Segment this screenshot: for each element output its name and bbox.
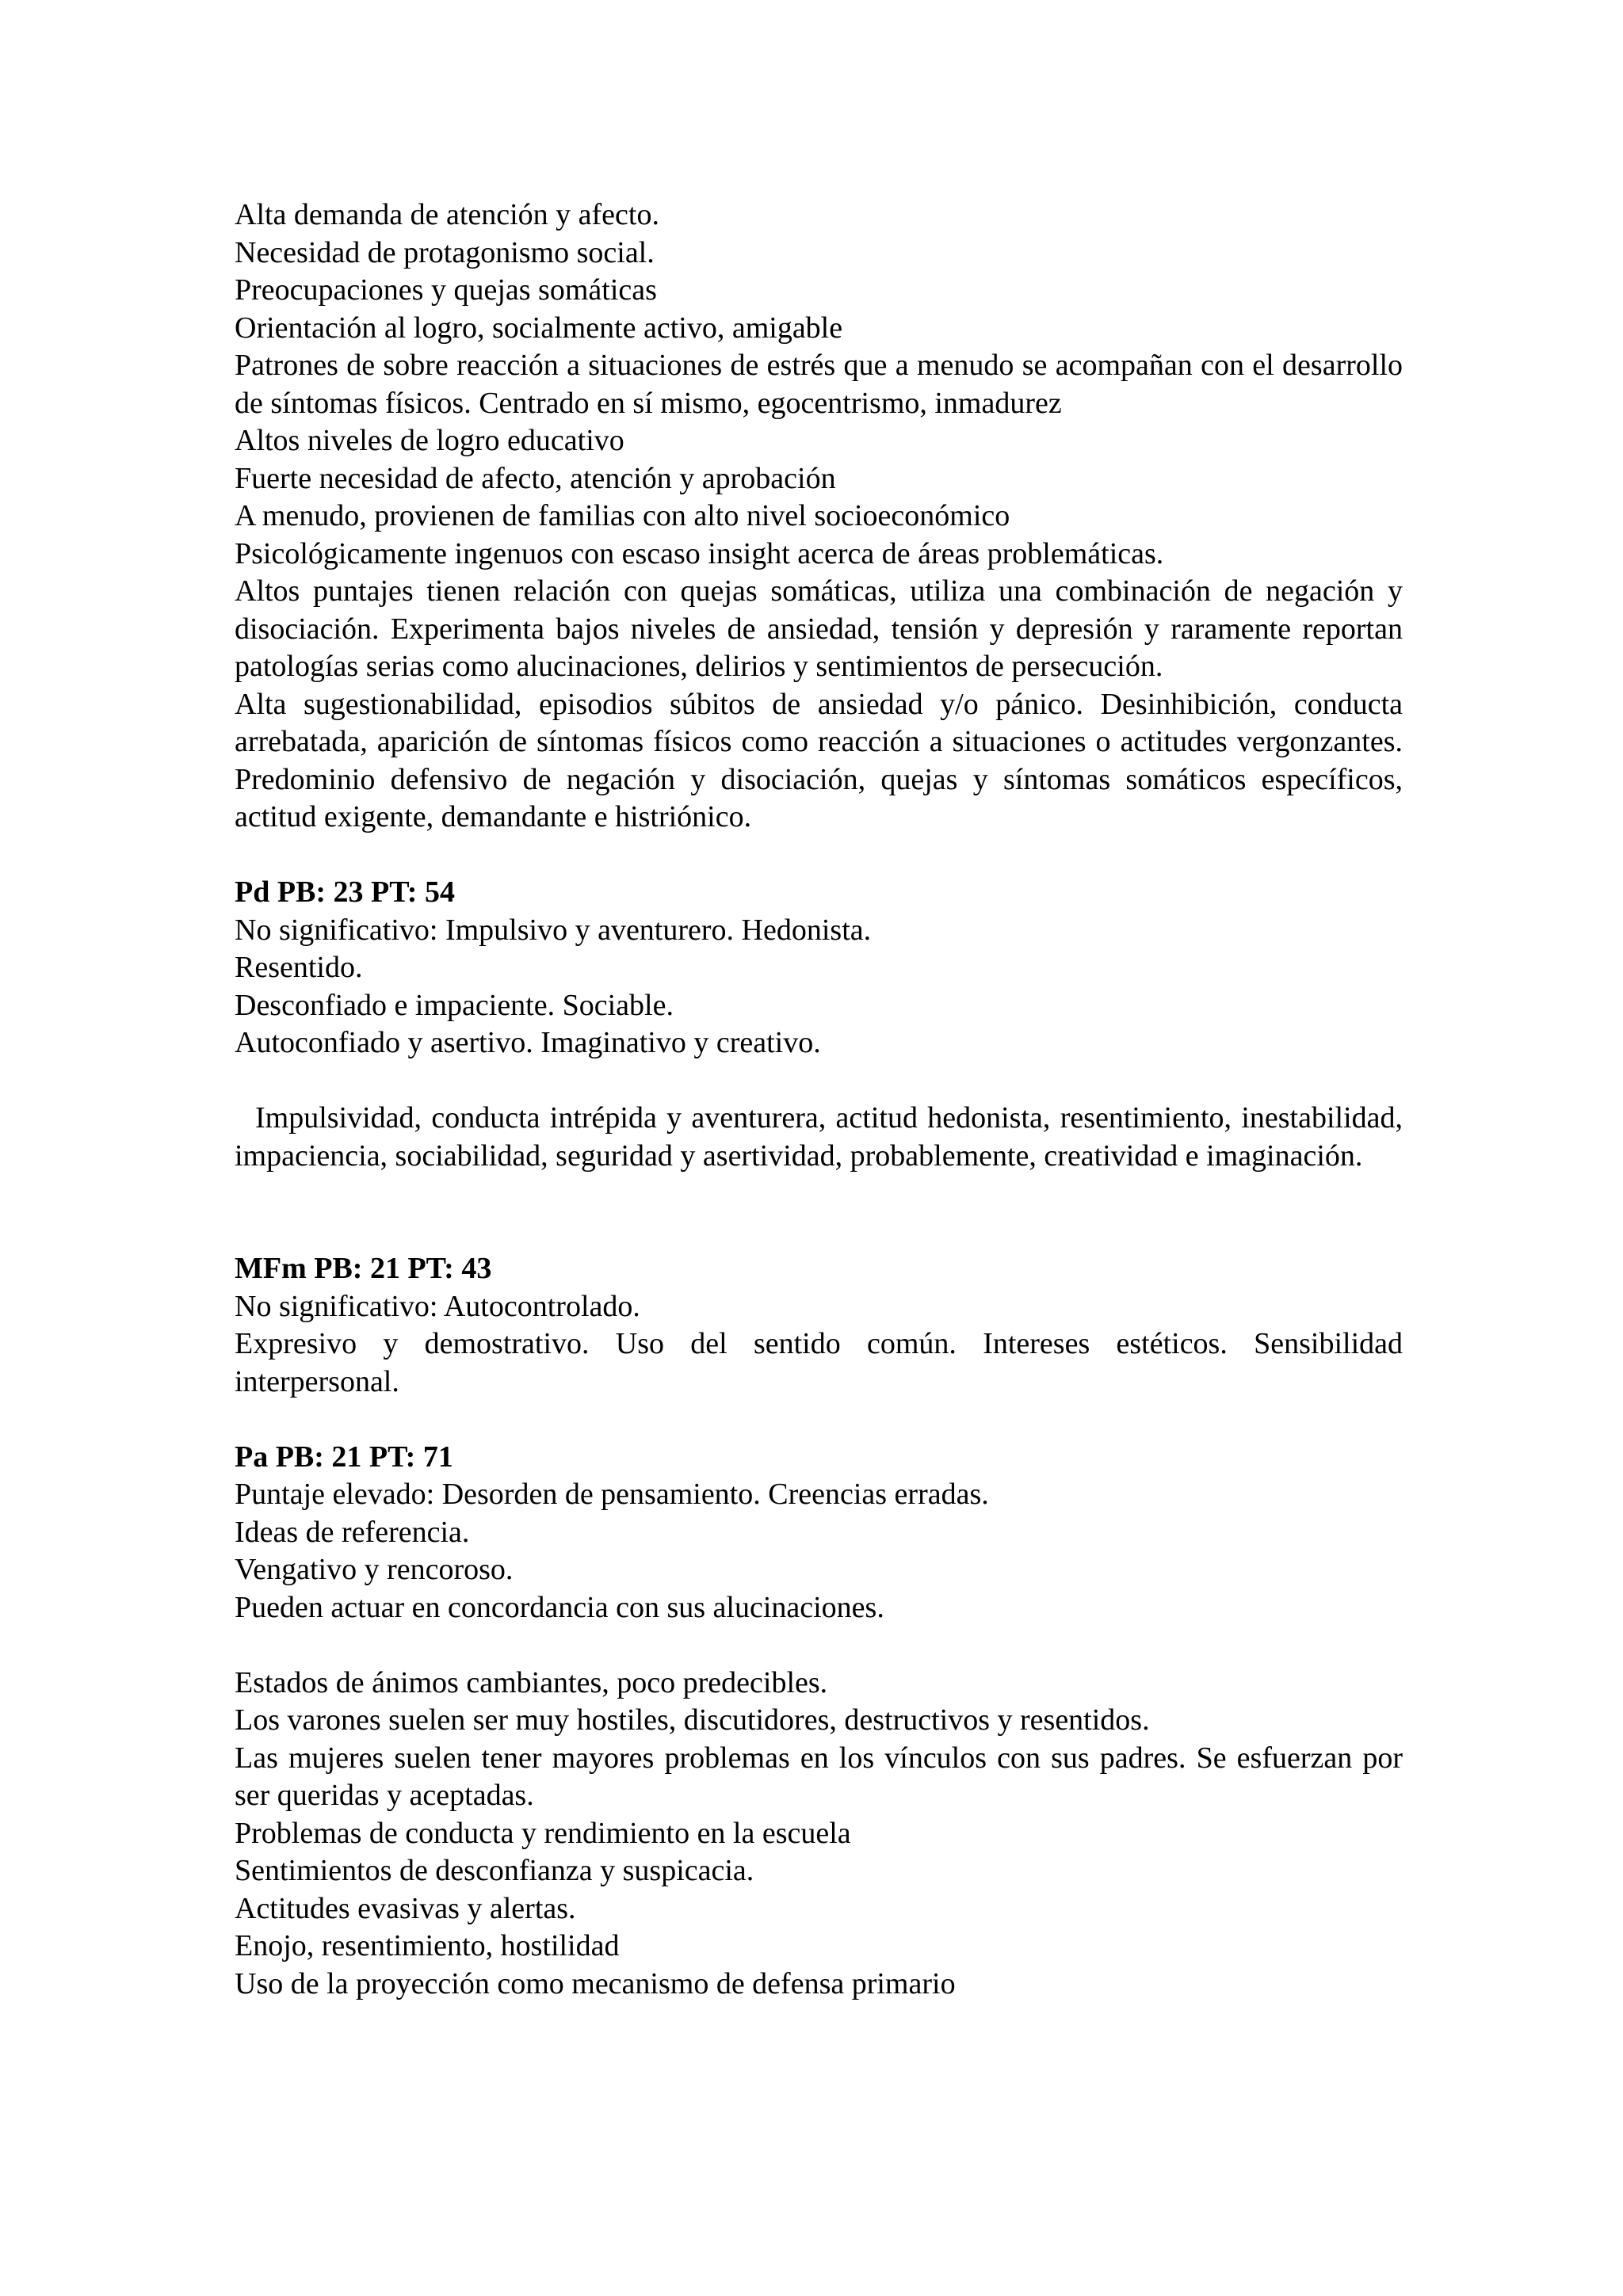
paragraph: Las mujeres suelen tener mayores problemas en los vínculos con sus padres. Se esfuerzan por ser queridas y aceptadas. bbox=[235, 1741, 1403, 1812]
section-heading-pd: Pd PB: 23 PT: 54 bbox=[235, 875, 455, 909]
spacer bbox=[235, 1175, 1403, 1250]
spacer bbox=[235, 1401, 1403, 1439]
text-line: Uso de la proyección como mecanismo de defensa primario bbox=[235, 1966, 956, 2000]
text-line: Altos niveles de logro educativo bbox=[235, 424, 624, 457]
spacer bbox=[235, 1627, 1403, 1665]
paragraph: Expresivo y demostrativo. Uso del sentido común. Intereses estéticos. Sensibilidad interpersonal. bbox=[235, 1327, 1403, 1398]
spacer bbox=[235, 837, 1403, 875]
text-line: Psicológicamente ingenuos con escaso insight acerca de áreas problemáticas. bbox=[235, 536, 1164, 570]
text-line: Problemas de conducta y rendimiento en la escuela bbox=[235, 1816, 851, 1850]
text-line: Sentimientos de desconfianza y suspicacia. bbox=[235, 1854, 754, 1887]
text-line: Fuerte necesidad de afecto, atención y aprobación bbox=[235, 461, 836, 495]
text-line: Alta demanda de atención y afecto. bbox=[235, 198, 659, 231]
text-line: Pueden actuar en concordancia con sus alucinaciones. bbox=[235, 1590, 884, 1624]
text-line: Vengativo y rencoroso. bbox=[235, 1553, 514, 1586]
text-line: Autoconfiado y asertivo. Imaginativo y creativo. bbox=[235, 1026, 821, 1059]
text-line: Los varones suelen ser muy hostiles, discutidores, destructivos y resentidos. bbox=[235, 1703, 1150, 1737]
text-line: No significativo: Impulsivo y aventurero. Hedonista. bbox=[235, 913, 872, 947]
text-line: Resentido. bbox=[235, 951, 363, 984]
paragraph: Altos puntajes tienen relación con quejas somáticas, utiliza una combinación de negación y disociación. Experimenta bajos niveles de ansiedad, tensión y depresión y raramente reportan patologías serias como alucinaciones, delirios y sentimientos de persecución. bbox=[235, 574, 1403, 683]
paragraph: Impulsividad, conducta intrépida y aventurera, actitud hedonista, resentimiento, inestabilidad, impaciencia, sociabilidad, seguridad y asertividad, probablemente, creatividad e imaginación. bbox=[235, 1101, 1403, 1173]
text-line: No significativo: Autocontrolado. bbox=[235, 1289, 640, 1323]
text-line: Enojo, resentimiento, hostilidad bbox=[235, 1929, 620, 1962]
text-line: A menudo, provienen de familias con alto nivel socioeconómico bbox=[235, 499, 1010, 532]
paragraph: Patrones de sobre reacción a situaciones de estrés que a menudo se acompañan con el desarrollo de síntomas físicos. Centrado en sí mismo, egocentrismo, inmadurez bbox=[235, 349, 1403, 420]
document-page bbox=[235, 196, 1403, 2003]
section-heading-pa: Pa PB: 21 PT: 71 bbox=[235, 1440, 453, 1474]
text-line: Actitudes evasivas y alertas. bbox=[235, 1891, 576, 1925]
paragraph: Alta sugestionabilidad, episodios súbitos de ansiedad y/o pánico. Desinhibición, conducta arrebatada, aparición de síntomas físicos como reacción a situaciones o actitudes vergonzantes. Predominio defensivo de negación y disociación, quejas y síntomas somáticos específicos, actitud exigente, demandante e histriónico. bbox=[235, 687, 1403, 833]
text-line: Preocupaciones y quejas somáticas bbox=[235, 273, 657, 307]
spacer bbox=[235, 1062, 1403, 1100]
text-line: Orientación al logro, socialmente activo, amigable bbox=[235, 311, 843, 345]
section-heading-mfm: MFm PB: 21 PT: 43 bbox=[235, 1252, 492, 1285]
text-line: Necesidad de protagonismo social. bbox=[235, 235, 655, 269]
text-line: Desconfiado e impaciente. Sociable. bbox=[235, 988, 674, 1022]
text-line: Puntaje elevado: Desorden de pensamiento. Creencias erradas. bbox=[235, 1478, 989, 1511]
text-line: Ideas de referencia. bbox=[235, 1515, 470, 1549]
text-line: Estados de ánimos cambiantes, poco predecibles. bbox=[235, 1665, 828, 1699]
